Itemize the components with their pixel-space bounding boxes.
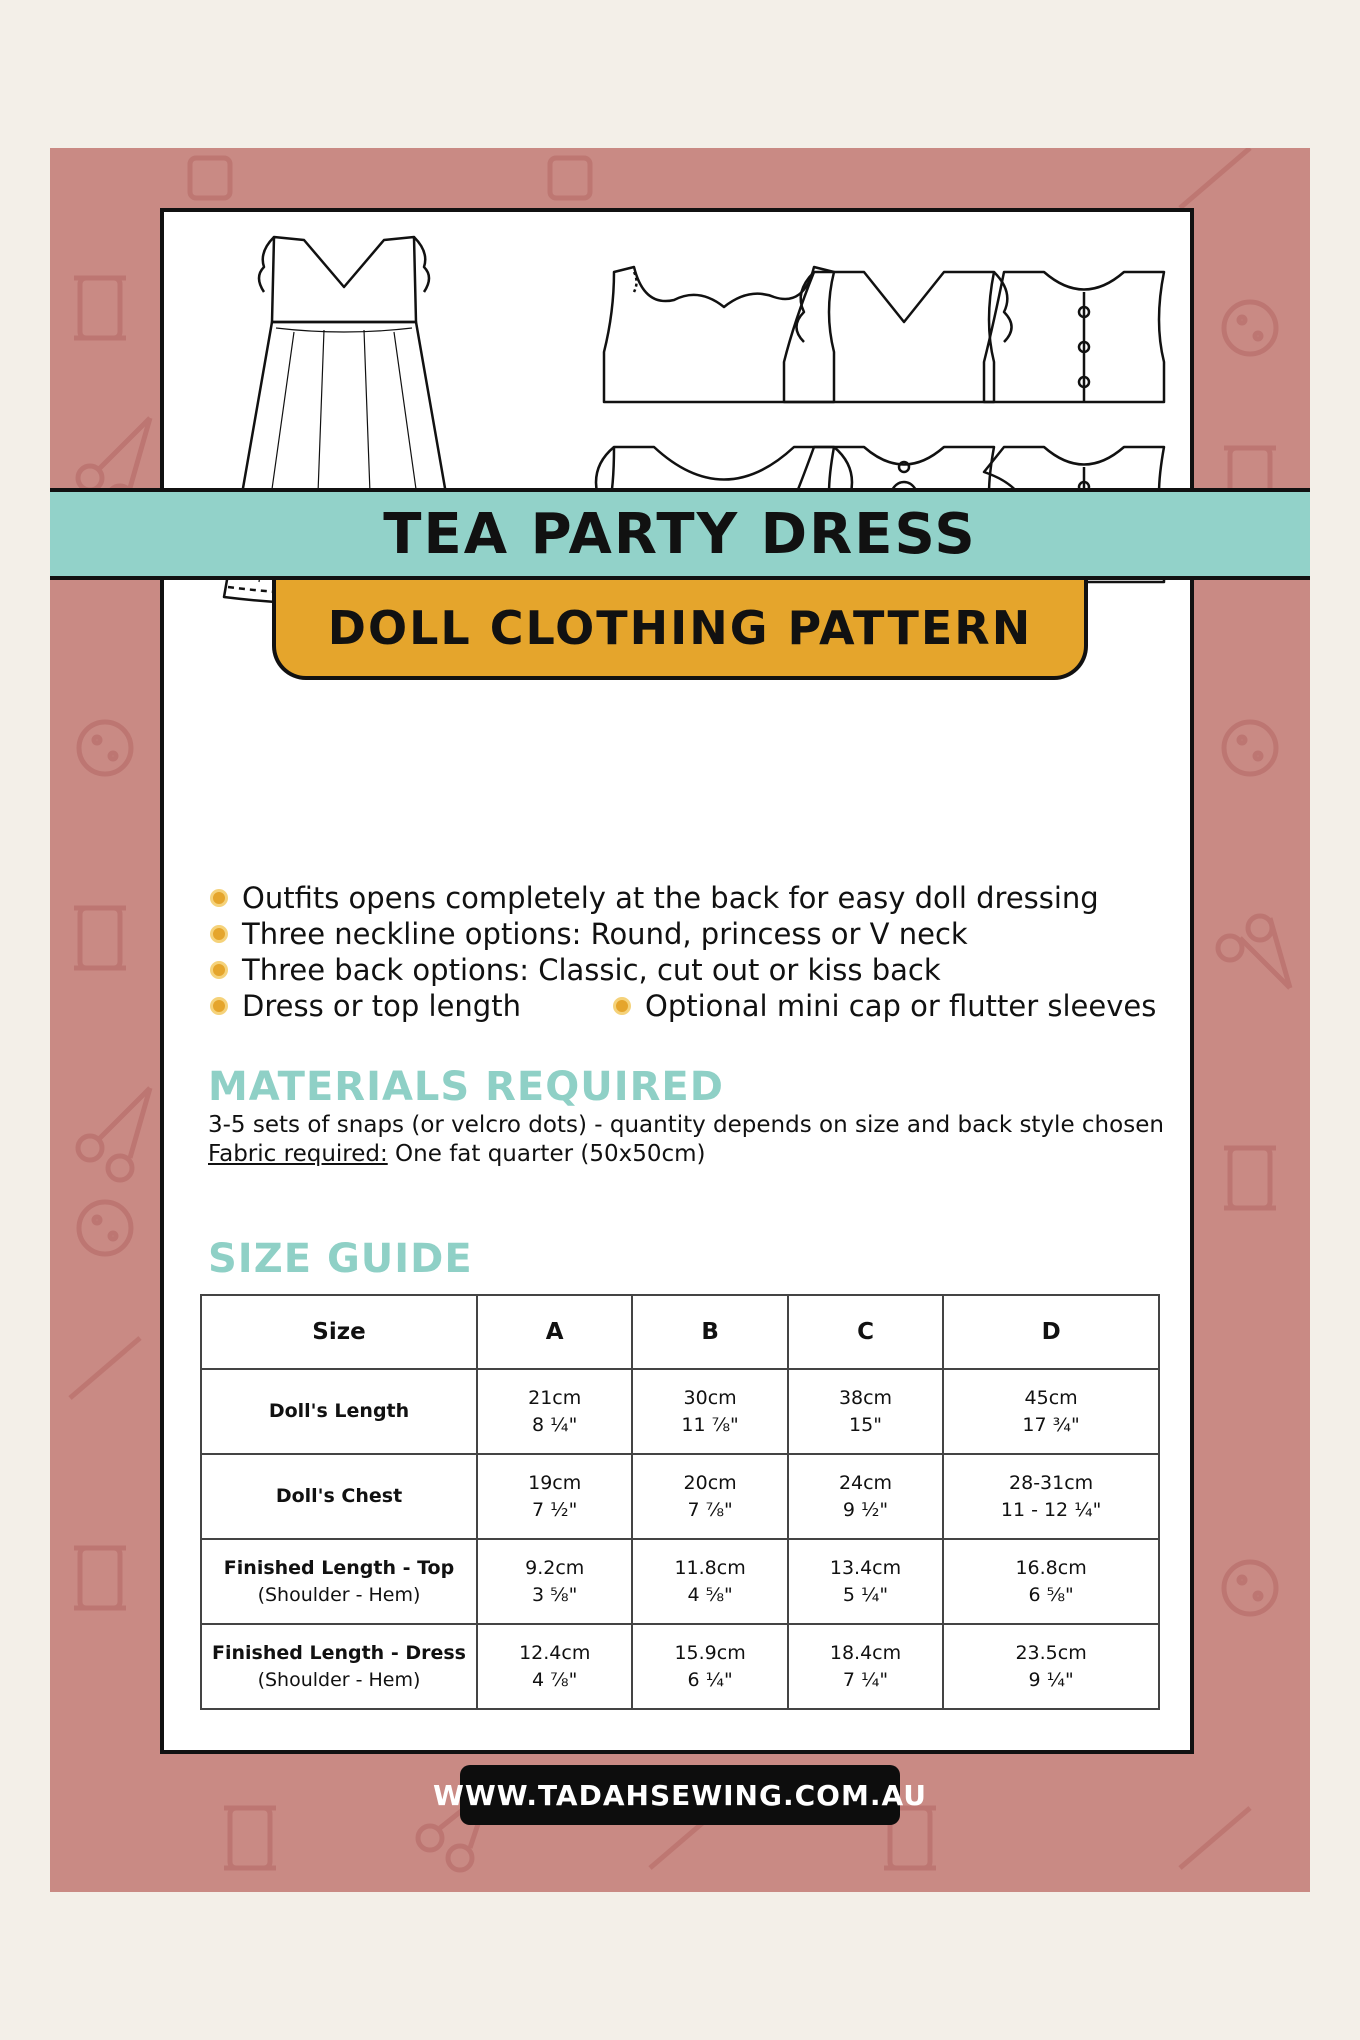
row-label: Doll's Length (201, 1369, 477, 1454)
table-cell: 30cm 11 ⅞" (632, 1369, 787, 1454)
table-cell: 13.4cm 5 ¼" (788, 1539, 943, 1624)
table-header: Size (201, 1295, 477, 1369)
spool-icon (224, 1808, 276, 1868)
website-badge[interactable] (433, 1765, 927, 1825)
materials-heading: MATERIALS REQUIRED (208, 1064, 724, 1110)
feature-item: Optional mini cap or flutter sleeves (613, 988, 1156, 1024)
button-icon (1224, 302, 1276, 354)
fabric-value: One fat quarter (50x50cm) (387, 1141, 706, 1167)
table-cell: 24cm 9 ½" (788, 1454, 943, 1539)
spool-icon (74, 278, 126, 338)
materials-line: 3-5 sets of snaps (or velcro dots) - quantity depends on size and back style chosen (208, 1112, 1164, 1138)
scissors-icon (1218, 916, 1290, 988)
bodice-back-classic-drawing (984, 272, 1164, 402)
table-header: C (788, 1295, 943, 1369)
feature-item: Three back options: Classic, cut out or kiss back (210, 952, 941, 988)
scissors-icon (78, 1088, 150, 1180)
row-label: Doll's Chest (201, 1454, 477, 1539)
table-cell: 21cm 8 ¼" (477, 1369, 632, 1454)
title-banner (50, 488, 1310, 580)
feature-item: Three neckline options: Round, princess or V neck (210, 916, 968, 952)
spool-icon (190, 158, 230, 198)
spool-icon (550, 158, 590, 198)
bullet-icon (613, 997, 631, 1015)
bullet-icon (210, 925, 228, 943)
table-header: B (632, 1295, 787, 1369)
feature-item: Dress or top length (210, 988, 521, 1024)
table-header: D (943, 1295, 1159, 1369)
page-title: TEA PARTY DRESS (383, 501, 977, 567)
fabric-label: Fabric required: (208, 1141, 388, 1167)
page-subtitle: DOLL CLOTHING PATTERN (327, 601, 1033, 655)
table-cell: 12.4cm 4 ⅞" (477, 1624, 632, 1709)
spool-icon (1224, 1148, 1276, 1208)
bullet-icon (210, 961, 228, 979)
size-guide-table (200, 1294, 1160, 1710)
needle-icon (1180, 148, 1250, 208)
table-cell: 45cm 17 ¾" (943, 1369, 1159, 1454)
spool-icon (74, 1548, 126, 1608)
feature-item: Outfits opens completely at the back for easy doll dressing (210, 880, 1099, 916)
table-cell: 38cm 15" (788, 1369, 943, 1454)
table-row (201, 1624, 1159, 1709)
bullet-icon (210, 997, 228, 1015)
spool-icon (74, 908, 126, 968)
table-cell: 15.9cm 6 ¼" (632, 1624, 787, 1709)
table-row (201, 1539, 1159, 1624)
table-cell: 18.4cm 7 ¼" (788, 1624, 943, 1709)
button-icon (1224, 722, 1276, 774)
table-cell: 23.5cm 9 ¼" (943, 1624, 1159, 1709)
size-guide-heading: SIZE GUIDE (208, 1236, 473, 1282)
table-cell: 20cm 7 ⅞" (632, 1454, 787, 1539)
table-row (201, 1454, 1159, 1539)
row-label: Finished Length - Dress (Shoulder - Hem) (201, 1624, 477, 1709)
table-header-row (201, 1295, 1159, 1369)
button-icon (79, 722, 131, 774)
button-icon (1224, 1562, 1276, 1614)
needle-icon (70, 1338, 140, 1398)
table-cell: 9.2cm 3 ⅝" (477, 1539, 632, 1624)
table-cell: 16.8cm 6 ⅝" (943, 1539, 1159, 1624)
row-label: Finished Length - Top (Shoulder - Hem) (201, 1539, 477, 1624)
needle-icon (1180, 1808, 1250, 1868)
subtitle-banner (272, 580, 1088, 680)
bullet-icon (210, 889, 228, 907)
table-row (201, 1369, 1159, 1454)
table-header: A (477, 1295, 632, 1369)
table-cell: 28-31cm 11 - 12 ¼" (943, 1454, 1159, 1539)
table-cell: 11.8cm 4 ⅝" (632, 1539, 787, 1624)
bodice-vneck-drawing (784, 272, 1012, 402)
button-icon (79, 1202, 131, 1254)
fabric-line (208, 1141, 706, 1167)
table-cell: 19cm 7 ½" (477, 1454, 632, 1539)
website-link[interactable]: WWW.TADAHSEWING.COM.AU (433, 1778, 927, 1812)
